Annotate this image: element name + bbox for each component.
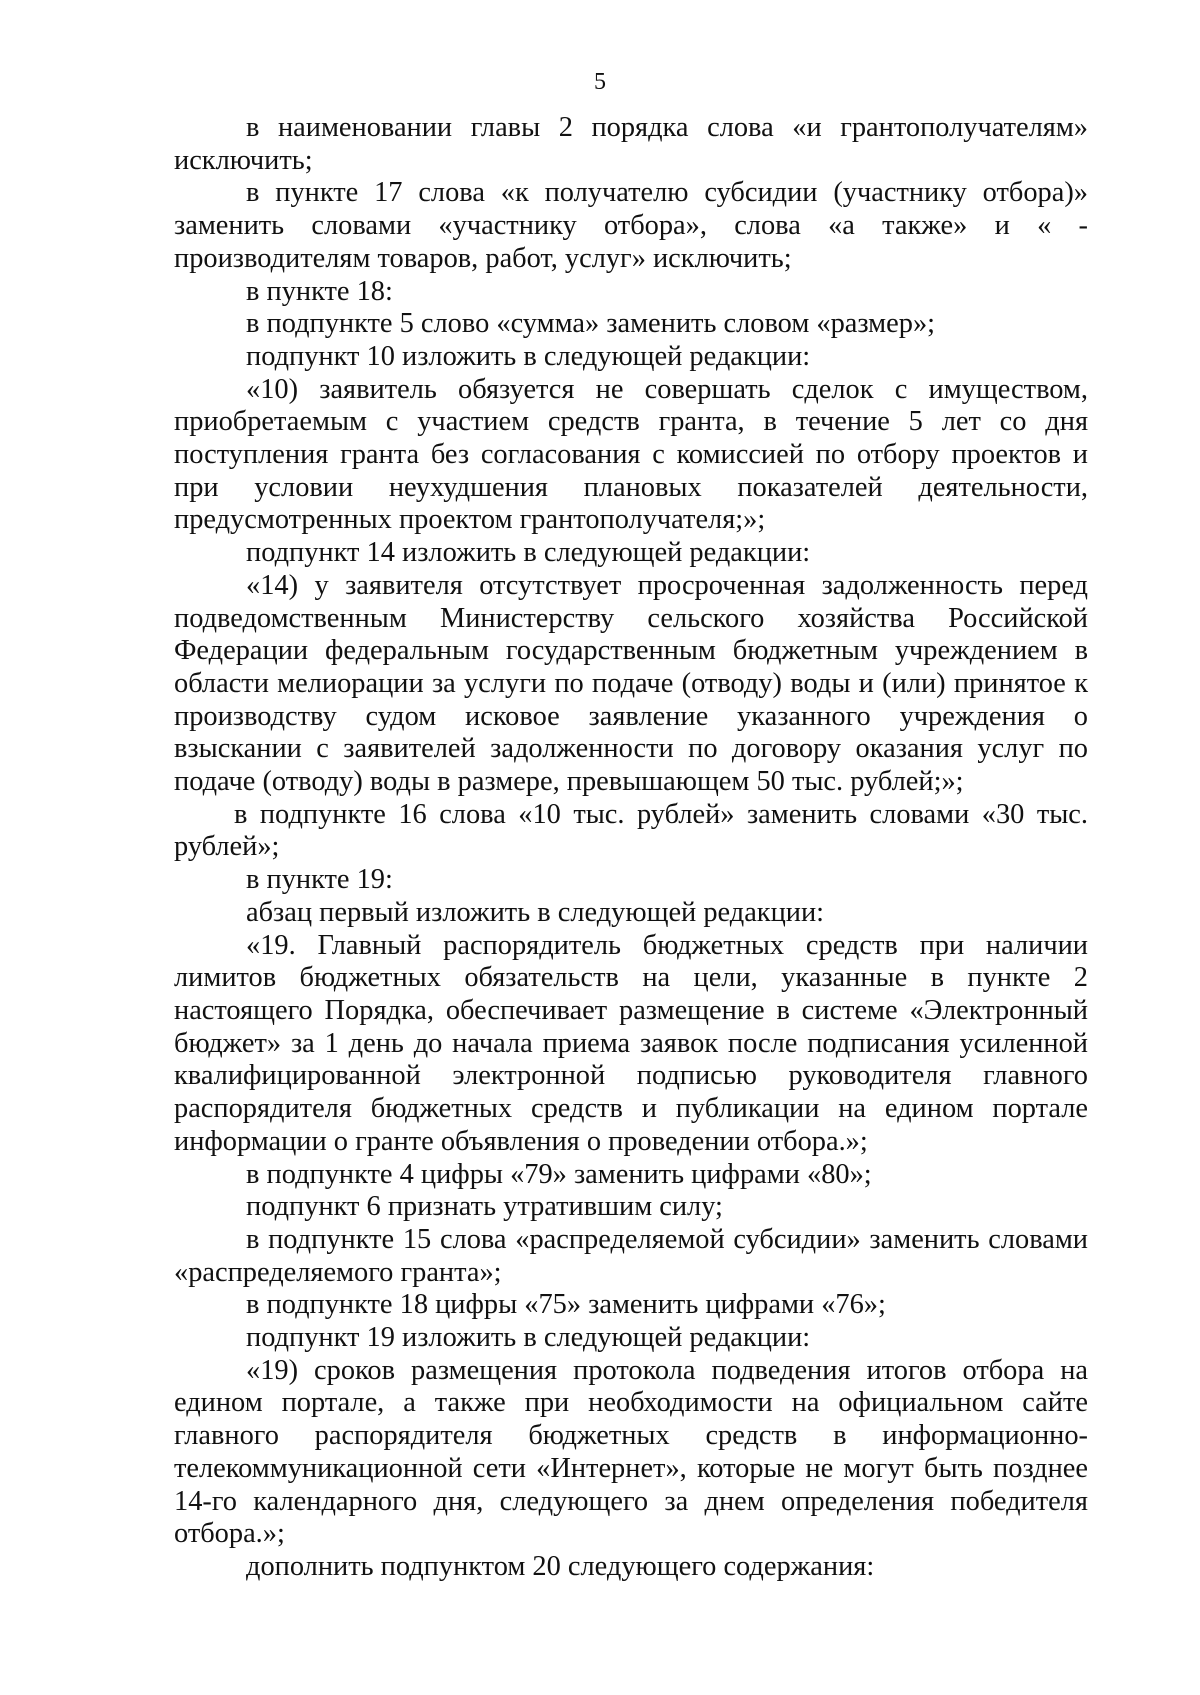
paragraph: подпункт 19 изложить в следующей редакции: xyxy=(246,1322,811,1354)
paragraph: в наименовании главы 2 порядка слова «и грантополучателям» исключить; xyxy=(174,112,1096,176)
paragraph: абзац первый изложить в следующей редакции: xyxy=(246,896,825,928)
paragraph: «19. Главный распорядитель бюджетных средств при наличии лимитов бюджетных обязательств на цели, указанные в пункте 2 настоящего Порядка, обеспечивает размещение в системе «Электронный бюджет» за 1 день до начала приема заявок после подписания усиленной квалифицированной электронной подписью руководителя главного распорядителя бюджетных средств и публикации на едином портале информации о гранте объявления о проведении отбора.»; xyxy=(174,929,1096,1157)
paragraph: в пункте 17 слова «к получателю субсидии (участнику отбора)» заменить словами «участнику отбора», слова «а также» и « - производителям товаров, работ, услуг» исключить; xyxy=(174,177,1096,274)
paragraph: в подпункте 18 цифры «75» заменить цифрами «76»; xyxy=(246,1289,886,1321)
paragraph: в пункте 18: xyxy=(246,275,393,307)
paragraph: «14) у заявителя отсутствует просроченная задолженность перед подведомственным Министерству сельского хозяйства Российской Федерации федеральным государственным бюджетным учреждением в области мелиорации за услуги по подаче (отводу) воды и (или) принятое к производству судом исковое заявление указанного учреждения о взыскании с заявителей задолженности по договору оказания услуг по подаче (отводу) воды в размере, превышающем 50 тыс. рублей;»; xyxy=(174,569,1096,798)
paragraph: в подпункте 15 слова «распределяемой субсидии» заменить словами «распределяемого гранта»; xyxy=(174,1223,1096,1288)
paragraph: «10) заявитель обязуется не совершать сделок с имуществом, приобретаемым с участием средств гранта, в течение 5 лет со дня поступления гранта без согласования с комиссией по отбору проектов и при условии неухудшения плановых показателей деятельности, предусмотренных проектом грантополучателя;»; xyxy=(174,373,1096,536)
paragraph: в пункте 19: xyxy=(246,864,393,896)
paragraph: в подпункте 5 слово «сумма» заменить словом «размер»; xyxy=(246,308,936,340)
paragraph: подпункт 14 изложить в следующей редакции: xyxy=(246,537,811,569)
paragraph: дополнить подпунктом 20 следующего содержания: xyxy=(246,1550,875,1582)
paragraph: в подпункте 4 цифры «79» заменить цифрами «80»; xyxy=(246,1158,872,1190)
document-body xyxy=(174,112,1096,1584)
paragraph: подпункт 6 признать утратившим силу; xyxy=(246,1191,723,1223)
page-number: 5 xyxy=(594,69,606,95)
paragraph: в подпункте 16 слова «10 тыс. рублей» заменить словами «30 тыс. рублей»; xyxy=(174,798,1096,863)
paragraph: подпункт 10 изложить в следующей редакции: xyxy=(246,340,811,372)
paragraph: «19) сроков размещения протокола подведения итогов отбора на едином портале, а также при необходимости на официальном сайте главного распорядителя бюджетных средств в информационно-телекоммуникационной сети «Интернет», которые не могут быть позднее 14-го календарного дня, следующего за днем определения победителя отбора.»; xyxy=(174,1354,1096,1550)
